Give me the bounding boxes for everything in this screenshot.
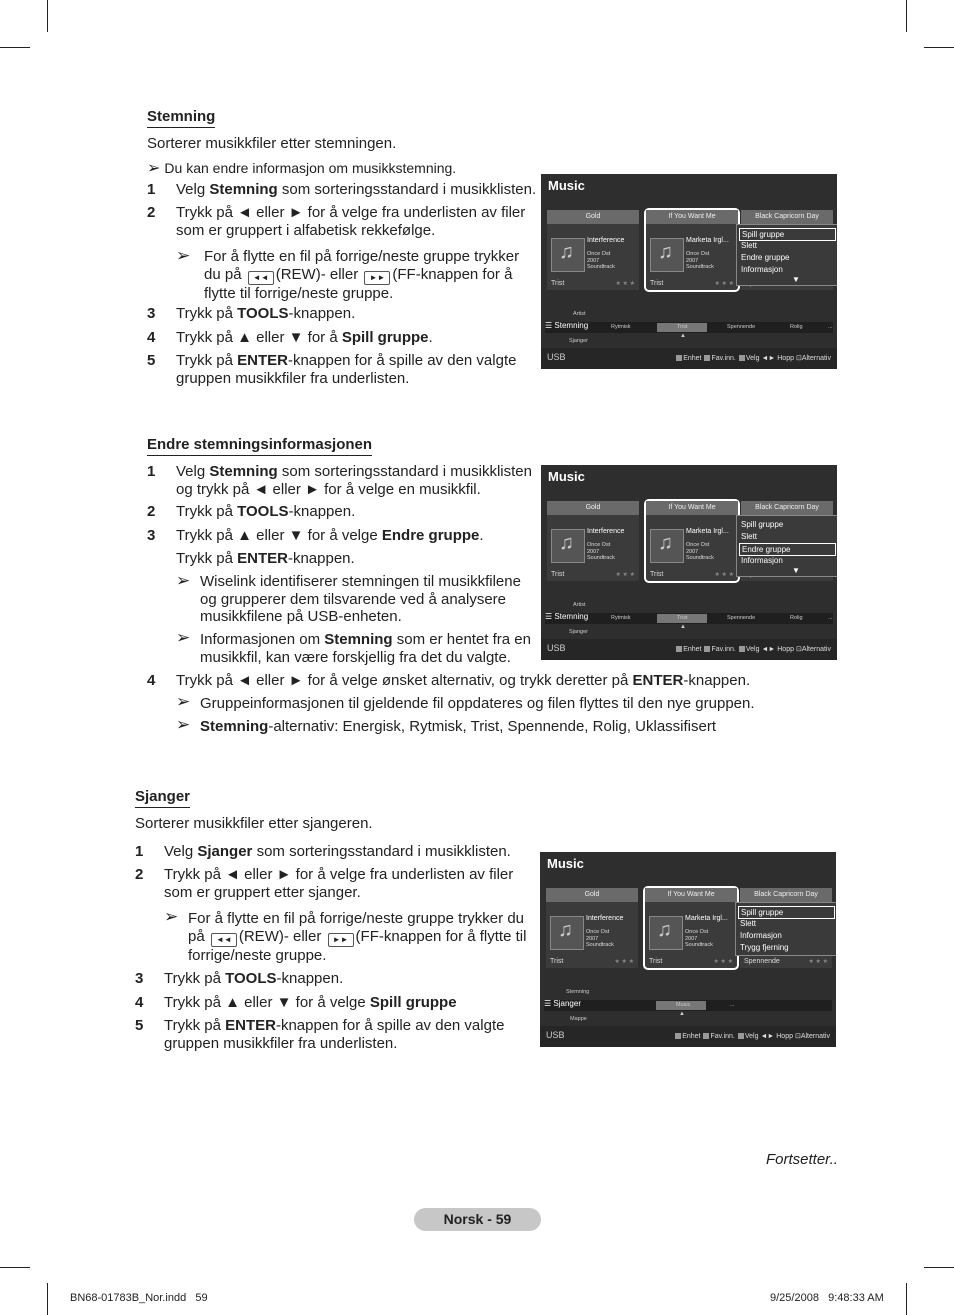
- sort-option-above: Artist: [573, 311, 586, 317]
- step-number: 1: [147, 463, 156, 480]
- card-tab: Gold: [547, 501, 639, 515]
- star-icon: ★ ★ ★: [615, 572, 635, 578]
- intro-text: Sorterer musikkfiler etter stemningen.: [147, 135, 397, 152]
- menu-item[interactable]: Informasjon: [740, 931, 782, 940]
- screen-footer: [540, 1026, 836, 1047]
- rew-icon: ◄◄: [248, 271, 274, 285]
- section-title-sjanger: Sjanger: [135, 788, 190, 808]
- section-title-stemning: Stemning: [147, 108, 215, 128]
- music-note-icon: [550, 916, 584, 950]
- crop-mark: [906, 0, 907, 32]
- card-mood: Trist: [650, 280, 664, 287]
- arrow-icon: ➢: [176, 246, 191, 265]
- tip-text: Gruppeinformasjonen til gjeldende fil oppdateres og filen flyttes til den nye gruppen.: [200, 695, 755, 712]
- crop-mark: [47, 1283, 48, 1315]
- crop-mark: [0, 1267, 30, 1268]
- step-number: 3: [147, 527, 156, 544]
- arrow-icon: ➢: [176, 628, 191, 647]
- crop-mark: [47, 0, 48, 32]
- sort-item[interactable]: Trist: [677, 615, 688, 621]
- sort-item[interactable]: Music: [676, 1002, 691, 1008]
- card-title: Marketa Irgl...: [685, 915, 728, 922]
- star-icon: ★ ★ ★: [714, 572, 734, 578]
- step-number: 1: [135, 843, 144, 860]
- star-icon: ★ ★ ★: [808, 959, 828, 965]
- menu-item[interactable]: Endre gruppe: [739, 543, 836, 556]
- card-tab: If You Want Me: [645, 888, 737, 902]
- step-number: 3: [135, 970, 144, 987]
- arrow-icon: ➢: [176, 715, 191, 734]
- note-text: ➢ Du kan endre informasjon om musikkstemning.: [147, 160, 457, 177]
- sort-item[interactable]: Trist: [677, 324, 688, 330]
- menu-item[interactable]: Spill gruppe: [741, 520, 784, 529]
- step-number: 1: [147, 181, 156, 198]
- section-title-endre: Endre stemningsinformasjonen: [147, 436, 372, 456]
- star-icon: ★ ★ ★: [614, 959, 634, 965]
- sort-item[interactable]: ...: [828, 615, 833, 621]
- screen-footer: [541, 348, 837, 369]
- step-text: Trykk på ENTER-knappen.: [176, 550, 355, 567]
- sort-item[interactable]: Spennende: [727, 615, 756, 621]
- sort-item[interactable]: ...: [730, 1002, 735, 1008]
- sort-item[interactable]: Spennende: [727, 324, 756, 330]
- music-card[interactable]: [547, 501, 639, 581]
- key-hints: Enhet Fav.inn. Velg ◄► Hopp ⊡Alternativ: [673, 645, 831, 653]
- step-text: Trykk på TOOLS-knappen.: [176, 305, 356, 322]
- menu-item[interactable]: Slett: [741, 532, 758, 541]
- sort-label: ☰ Stemning: [545, 321, 589, 330]
- tip-text: Informasjonen om Stemning som er hentet fra en musikkfil, kan være forskjellig fra det du valgte.: [200, 631, 531, 666]
- page-number: Norsk - 59: [414, 1208, 541, 1231]
- screen-footer: [541, 639, 837, 660]
- screen-title: Music: [547, 856, 584, 871]
- tools-menu: [736, 515, 837, 577]
- music-note-icon: [650, 238, 684, 272]
- tip-text: Stemning-alternativ: Energisk, Rytmisk, Trist, Spennende, Rolig, Uklassifisert: [200, 718, 716, 735]
- continues-text: Fortsetter..: [766, 1151, 838, 1168]
- star-icon: ★ ★ ★: [713, 959, 733, 965]
- step-number: 2: [135, 866, 144, 883]
- music-card[interactable]: [546, 888, 638, 968]
- menu-item[interactable]: Slett: [741, 241, 758, 250]
- sort-item[interactable]: Rolig: [790, 615, 803, 621]
- step-text: Trykk på ◄ eller ► for å velge ønsket alternativ, og trykk deretter på ENTER-knappen.: [176, 672, 751, 689]
- music-note-icon: [551, 238, 585, 272]
- sort-option-below: Mappe: [570, 1016, 587, 1022]
- card-title: Marketa Irgl...: [686, 528, 729, 535]
- card-mood: Spennende: [744, 958, 780, 965]
- step-text: Trykk på ENTER-knappen for å spille av den valgte gruppen musikkfiler fra underlisten.: [176, 352, 517, 387]
- card-meta: Once Ost 2007 Soundtrack: [587, 542, 615, 561]
- card-tab: Black Capricorn Day: [741, 501, 833, 515]
- card-mood: Trist: [650, 571, 664, 578]
- step-text: Trykk på TOOLS-knappen.: [176, 503, 356, 520]
- tip-text: For å flytte en fil på forrige/neste gruppe trykker du på ◄◄ (REW)- eller ►► (FF-knappen for å flytte til forrige/neste gruppe.: [204, 248, 520, 302]
- step-number: 2: [147, 204, 156, 221]
- crop-mark: [924, 47, 954, 48]
- device-label: USB: [546, 1030, 565, 1040]
- step-text: Trykk på ENTER-knappen for å spille av den valgte gruppen musikkfiler fra underlisten.: [164, 1017, 505, 1052]
- sort-option-below: Sjanger: [569, 338, 588, 344]
- music-note-icon: [650, 529, 684, 563]
- card-title: Interference: [587, 237, 625, 244]
- star-icon: ★ ★ ★: [714, 281, 734, 287]
- card-tab: Gold: [547, 210, 639, 224]
- music-note-icon: [649, 916, 683, 950]
- menu-item[interactable]: Informasjon: [741, 265, 783, 274]
- card-tab: If You Want Me: [646, 501, 738, 515]
- ff-icon: ►►: [364, 271, 390, 285]
- menu-item[interactable]: Informasjon: [741, 556, 783, 565]
- sort-item[interactable]: Rytmisk: [611, 615, 631, 621]
- music-card-selected[interactable]: [643, 886, 739, 970]
- star-icon: ★ ★ ★: [615, 281, 635, 287]
- step-number: 4: [135, 994, 144, 1011]
- step-number: 3: [147, 305, 156, 322]
- step-number: 2: [147, 503, 156, 520]
- step-text: Trykk på ◄ eller ► for å velge fra underlisten av filer som er gruppert etter sjanger.: [164, 866, 514, 901]
- card-meta: Once Ost 2007 Soundtrack: [587, 251, 615, 270]
- step-text: Trykk på ▲ eller ▼ for å velge Spill gruppe: [164, 994, 457, 1011]
- step-text: Velg Stemning som sorteringsstandard i musikklisten og trykk på ◄ eller ► for å velge en musikkfil.: [176, 463, 532, 498]
- card-title: Interference: [586, 915, 624, 922]
- crop-mark: [0, 47, 30, 48]
- sort-label: ☰ Stemning: [545, 612, 589, 621]
- key-hints: Enhet Fav.inn. Velg ◄► Hopp ⊡Alternativ: [672, 1032, 830, 1040]
- card-mood: Trist: [551, 280, 565, 287]
- card-meta: Once Ost 2007 Soundtrack: [686, 251, 714, 270]
- card-mood: Trist: [550, 958, 564, 965]
- step-text: Trykk på TOOLS-knappen.: [164, 970, 344, 987]
- menu-item[interactable]: Slett: [740, 919, 757, 928]
- arrow-icon: ➢: [164, 907, 179, 926]
- crop-mark: [924, 1267, 954, 1268]
- step-text: Velg Sjanger som sorteringsstandard i musikklisten.: [164, 843, 511, 860]
- tip-text: For å flytte en fil på forrige/neste gruppe trykker du på ◄◄ (REW)- eller ►► (FF-knappen for å flytte til forrige/neste gruppe.: [188, 910, 527, 964]
- sort-item[interactable]: Rytmisk: [611, 324, 631, 330]
- tv-screenshot: [541, 465, 837, 660]
- card-mood: Trist: [551, 571, 565, 578]
- key-hints: Enhet Fav.inn. Velg ◄► Hopp ⊡Alternativ: [673, 354, 831, 362]
- sort-bar: [544, 1000, 832, 1011]
- menu-item[interactable]: Trygg fjerning: [740, 943, 789, 952]
- step-number: 5: [147, 352, 156, 369]
- card-title: Marketa Irgl...: [686, 237, 729, 244]
- tools-menu: [735, 902, 836, 956]
- ff-icon: ►►: [328, 933, 354, 947]
- tip-text: Wiselink identifiserer stemningen til musikkfilene og grupperer dem tilsvarende ved å analysere musikkfilene på USB-enheten.: [200, 573, 521, 625]
- step-text: Trykk på ▲ eller ▼ for å Spill gruppe.: [176, 329, 433, 346]
- arrow-icon: ➢: [176, 571, 191, 590]
- menu-item[interactable]: Spill gruppe: [739, 228, 836, 241]
- menu-item[interactable]: Endre gruppe: [741, 253, 790, 262]
- card-tab: Black Capricorn Day: [740, 888, 832, 902]
- sort-item[interactable]: Rolig: [790, 324, 803, 330]
- music-card-selected[interactable]: [644, 208, 740, 292]
- device-label: USB: [547, 352, 566, 362]
- step-number: 4: [147, 329, 156, 346]
- screen-title: Music: [548, 178, 585, 193]
- card-meta: Once Ost 2007 Soundtrack: [685, 929, 713, 948]
- up-arrow-icon: ▲: [679, 1011, 685, 1017]
- intro-text: Sorterer musikkfiler etter sjangeren.: [135, 815, 373, 832]
- crop-mark: [906, 1283, 907, 1315]
- music-card-selected[interactable]: [644, 499, 740, 583]
- card-tab: If You Want Me: [646, 210, 738, 224]
- step-text: Trykk på ▲ eller ▼ for å velge Endre gruppe.: [176, 527, 484, 544]
- arrow-icon: ➢: [147, 160, 161, 177]
- card-title: Interference: [587, 528, 625, 535]
- step-text: Trykk på ◄ eller ► for å velge fra underlisten av filer som er gruppert i alfabetisk rekkefølge.: [176, 204, 526, 239]
- sort-option-above: Stemning: [566, 989, 590, 995]
- scroll-down-icon[interactable]: ▼: [792, 566, 800, 575]
- card-tab: Black Capricorn Day: [741, 210, 833, 224]
- up-arrow-icon: ▲: [680, 333, 686, 339]
- tools-icon: ⊡: [794, 1033, 801, 1040]
- menu-item[interactable]: Spill gruppe: [738, 906, 835, 919]
- device-label: USB: [547, 643, 566, 653]
- tools-icon: ⊡: [795, 355, 802, 362]
- file-name: BN68-01783B_Nor.indd 59: [70, 1292, 208, 1304]
- sort-option-below: Sjanger: [569, 629, 588, 635]
- scroll-down-icon[interactable]: ▼: [792, 275, 800, 284]
- arrow-icon: ➢: [176, 692, 191, 711]
- tv-screenshot: [540, 852, 836, 1047]
- tools-menu: [736, 224, 837, 286]
- card-meta: Once Ost 2007 Soundtrack: [586, 929, 614, 948]
- sort-item[interactable]: ...: [828, 324, 833, 330]
- up-arrow-icon: ▲: [680, 624, 686, 630]
- card-tab: Gold: [546, 888, 638, 902]
- tv-screenshot: [541, 174, 837, 369]
- screen-title: Music: [548, 469, 585, 484]
- step-number: 4: [147, 672, 156, 689]
- music-note-icon: [551, 529, 585, 563]
- tools-icon: ⊡: [795, 646, 802, 653]
- print-date: 9/25/2008 9:48:33 AM: [770, 1292, 884, 1304]
- step-number: 5: [135, 1017, 144, 1034]
- sort-label: ☰ Sjanger: [544, 999, 581, 1008]
- sort-option-above: Artist: [573, 602, 586, 608]
- card-mood: Trist: [649, 958, 663, 965]
- rew-icon: ◄◄: [211, 933, 237, 947]
- card-meta: Once Ost 2007 Soundtrack: [686, 542, 714, 561]
- music-card[interactable]: [547, 210, 639, 290]
- step-text: Velg Stemning som sorteringsstandard i musikklisten.: [176, 181, 537, 198]
